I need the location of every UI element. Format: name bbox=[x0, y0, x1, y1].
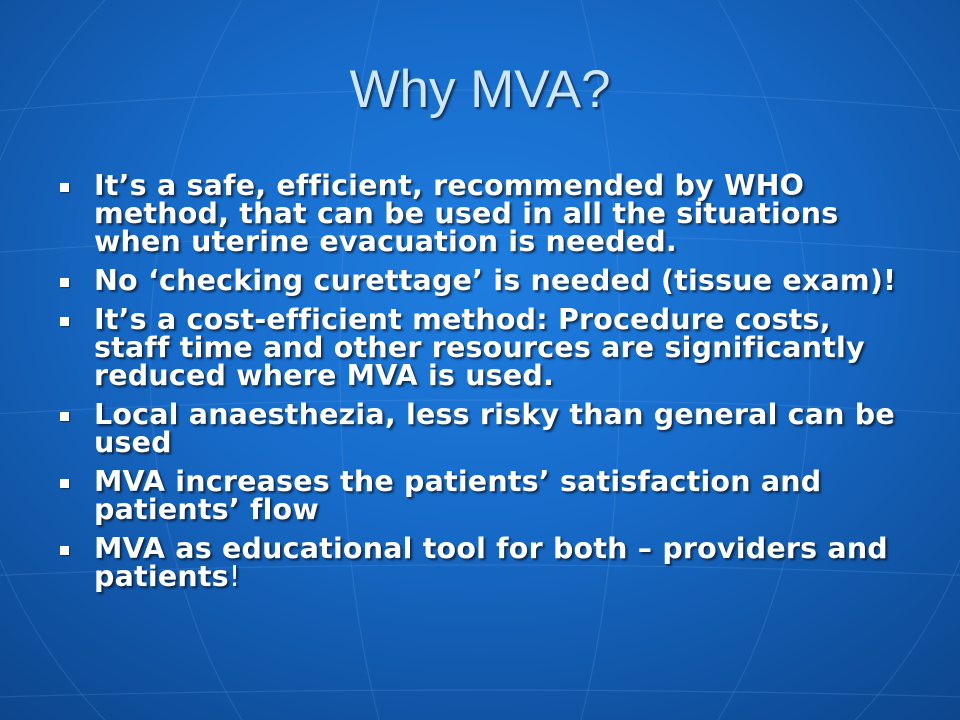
bullet-text: MVA increases the patients’ satisfaction and patients’ flow bbox=[94, 465, 822, 526]
square-bullet-icon bbox=[60, 317, 69, 326]
bullet-text: It’s a safe, efficient, recommended by WHO method, that can be used in all the situations when uterine evacuation is needed. bbox=[94, 169, 839, 258]
bullet-item bbox=[54, 465, 914, 526]
bullet-item bbox=[54, 398, 914, 459]
square-bullet-icon bbox=[60, 412, 69, 421]
bullet-item bbox=[54, 532, 914, 593]
bullet-item bbox=[54, 264, 914, 297]
bullet-text: It’s a cost-efficient method: Procedure costs, staff time and other resources are significantly reduced where MVA is used. bbox=[94, 303, 865, 392]
square-bullet-icon bbox=[60, 278, 69, 287]
bullet-text: No ‘checking curettage’ is needed (tissue exam)! bbox=[94, 264, 897, 297]
square-bullet-icon bbox=[60, 183, 69, 192]
square-bullet-icon bbox=[60, 479, 69, 488]
bullet-item bbox=[54, 303, 914, 392]
bullet-text: MVA as educational tool for both – providers and patients bbox=[94, 532, 888, 593]
bullet-item bbox=[54, 169, 914, 258]
slide-title: Why MVA? bbox=[349, 60, 611, 119]
bullet-text-tail: ! bbox=[228, 560, 241, 593]
bullet-list bbox=[54, 169, 914, 602]
square-bullet-icon bbox=[60, 546, 69, 555]
bullet-text: Local anaesthezia, less risky than general can be used bbox=[94, 398, 895, 459]
